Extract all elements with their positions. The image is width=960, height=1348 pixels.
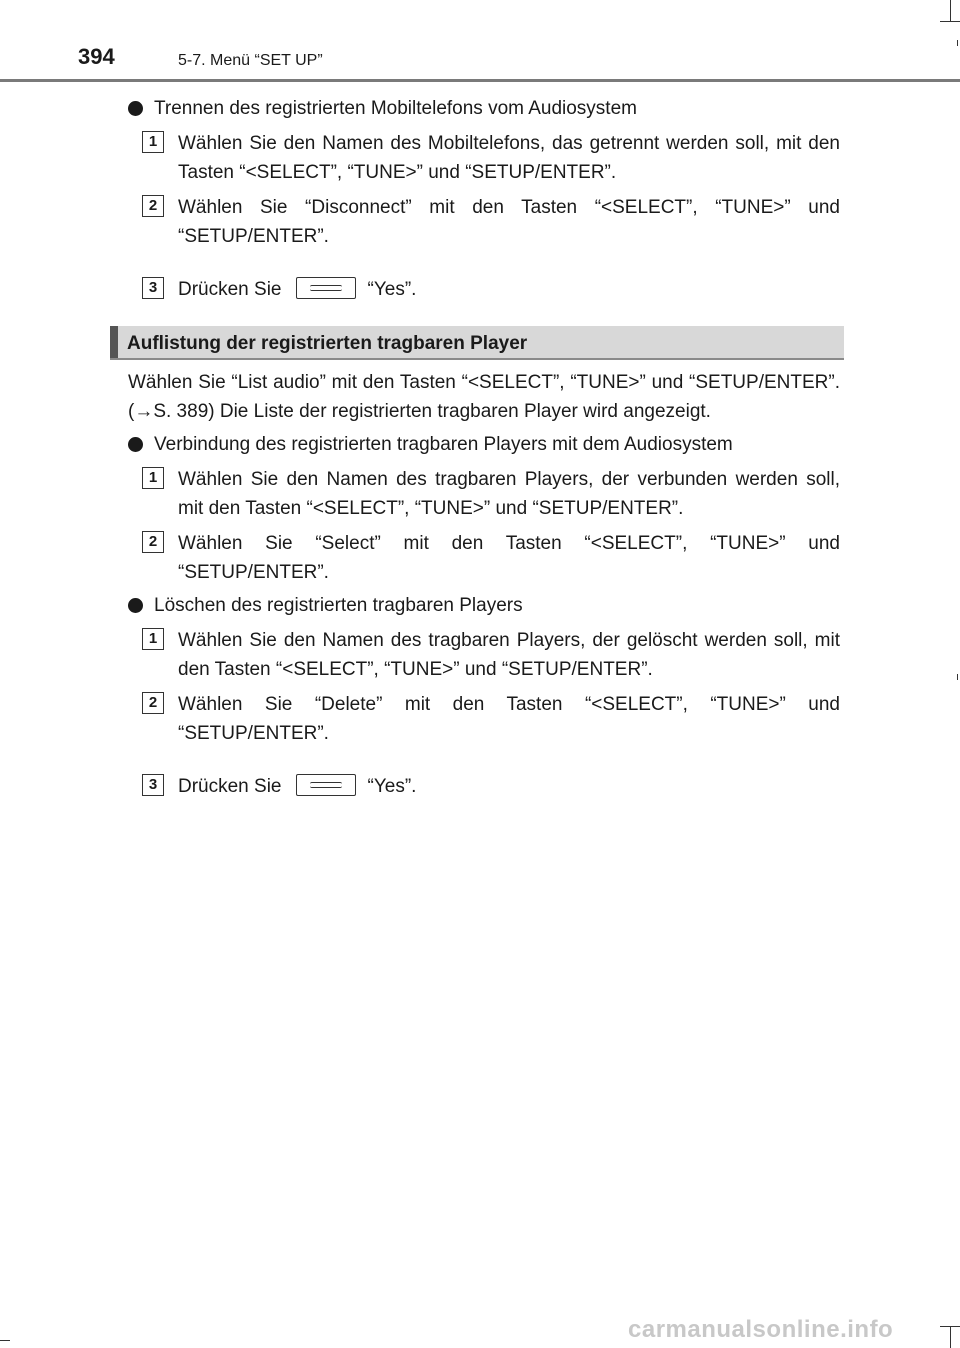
chapter-title: 5-7. Menü “SET UP”	[178, 52, 323, 69]
bullet-heading	[128, 591, 840, 620]
page-number: 394	[78, 44, 115, 69]
page-header	[0, 0, 960, 82]
bullet-icon	[128, 598, 143, 613]
step-item	[128, 129, 840, 187]
section-title: Auflistung der registrierten tragbaren Player	[127, 333, 528, 354]
step-number: 3	[142, 277, 164, 299]
bullet-heading-text: Trennen des registrierten Mobiltelefons vom Audiosystem	[154, 98, 637, 119]
step-item	[128, 529, 840, 587]
step-number: 2	[142, 692, 164, 714]
step-text: Wählen Sie den Namen des Mobiltelefons, das getrennt werden soll, mit den Tasten “<SELECT”, “TUNE>” und “SETUP/ENTER”.	[178, 133, 840, 183]
watermark: carmanualsonline.info	[628, 1316, 894, 1343]
bullet-icon	[128, 101, 143, 116]
intro-paragraph: Wählen Sie “List audio” mit den Tasten “<SELECT”, “TUNE>” und “SETUP/ENTER”. (→S. 389) Die Liste der registrierten tragbaren Player wird angezeigt.	[128, 372, 840, 422]
step-item	[128, 772, 840, 801]
bullet-heading-text: Löschen des registrierten tragbaren Players	[154, 595, 523, 616]
back-button-icon	[296, 774, 356, 796]
step-item	[128, 465, 840, 523]
step-text-before: Drücken Sie	[178, 279, 282, 300]
crop-mark	[957, 674, 958, 680]
back-button-icon	[296, 277, 356, 299]
step-text: Wählen Sie “Delete” mit den Tasten “<SELECT”, “TUNE>” und “SETUP/ENTER”.	[178, 694, 840, 744]
step-text-after: “Yes”.	[367, 279, 417, 300]
header-rule	[0, 79, 960, 82]
crop-mark	[940, 1326, 960, 1327]
step-text-before: Drücken Sie	[178, 776, 282, 797]
bullet-heading	[128, 430, 840, 459]
step-text: Wählen Sie “Disconnect” mit den Tasten “<SELECT”, “TUNE>” und “SETUP/ENTER”.	[178, 197, 840, 247]
step-item	[128, 690, 840, 748]
step-text-after: “Yes”.	[367, 776, 417, 797]
step-item	[128, 193, 840, 251]
bullet-heading	[128, 94, 840, 123]
step-item	[128, 275, 840, 304]
page-content	[128, 94, 840, 801]
step-number: 2	[142, 195, 164, 217]
step-number: 2	[142, 531, 164, 553]
step-text: Wählen Sie “Select” mit den Tasten “<SELECT”, “TUNE>” und “SETUP/ENTER”.	[178, 533, 840, 583]
bullet-icon	[128, 437, 143, 452]
step-number: 1	[142, 467, 164, 489]
step-item	[128, 626, 840, 684]
bullet-heading-text: Verbindung des registrierten tragbaren Players mit dem Audiosystem	[154, 434, 733, 455]
step-number: 3	[142, 774, 164, 796]
crop-mark	[0, 1340, 10, 1341]
crop-mark	[950, 1326, 951, 1348]
step-number: 1	[142, 628, 164, 650]
section-heading-bar	[110, 326, 844, 360]
step-number: 1	[142, 131, 164, 153]
step-text: Wählen Sie den Namen des tragbaren Players, der verbunden werden soll, mit den Tasten “<SELECT”, “TUNE>” und “SETUP/ENTER”.	[178, 469, 840, 519]
step-text: Wählen Sie den Namen des tragbaren Players, der gelöscht werden soll, mit den Tasten “<SELECT”, “TUNE>” und “SETUP/ENTER”.	[178, 630, 840, 680]
